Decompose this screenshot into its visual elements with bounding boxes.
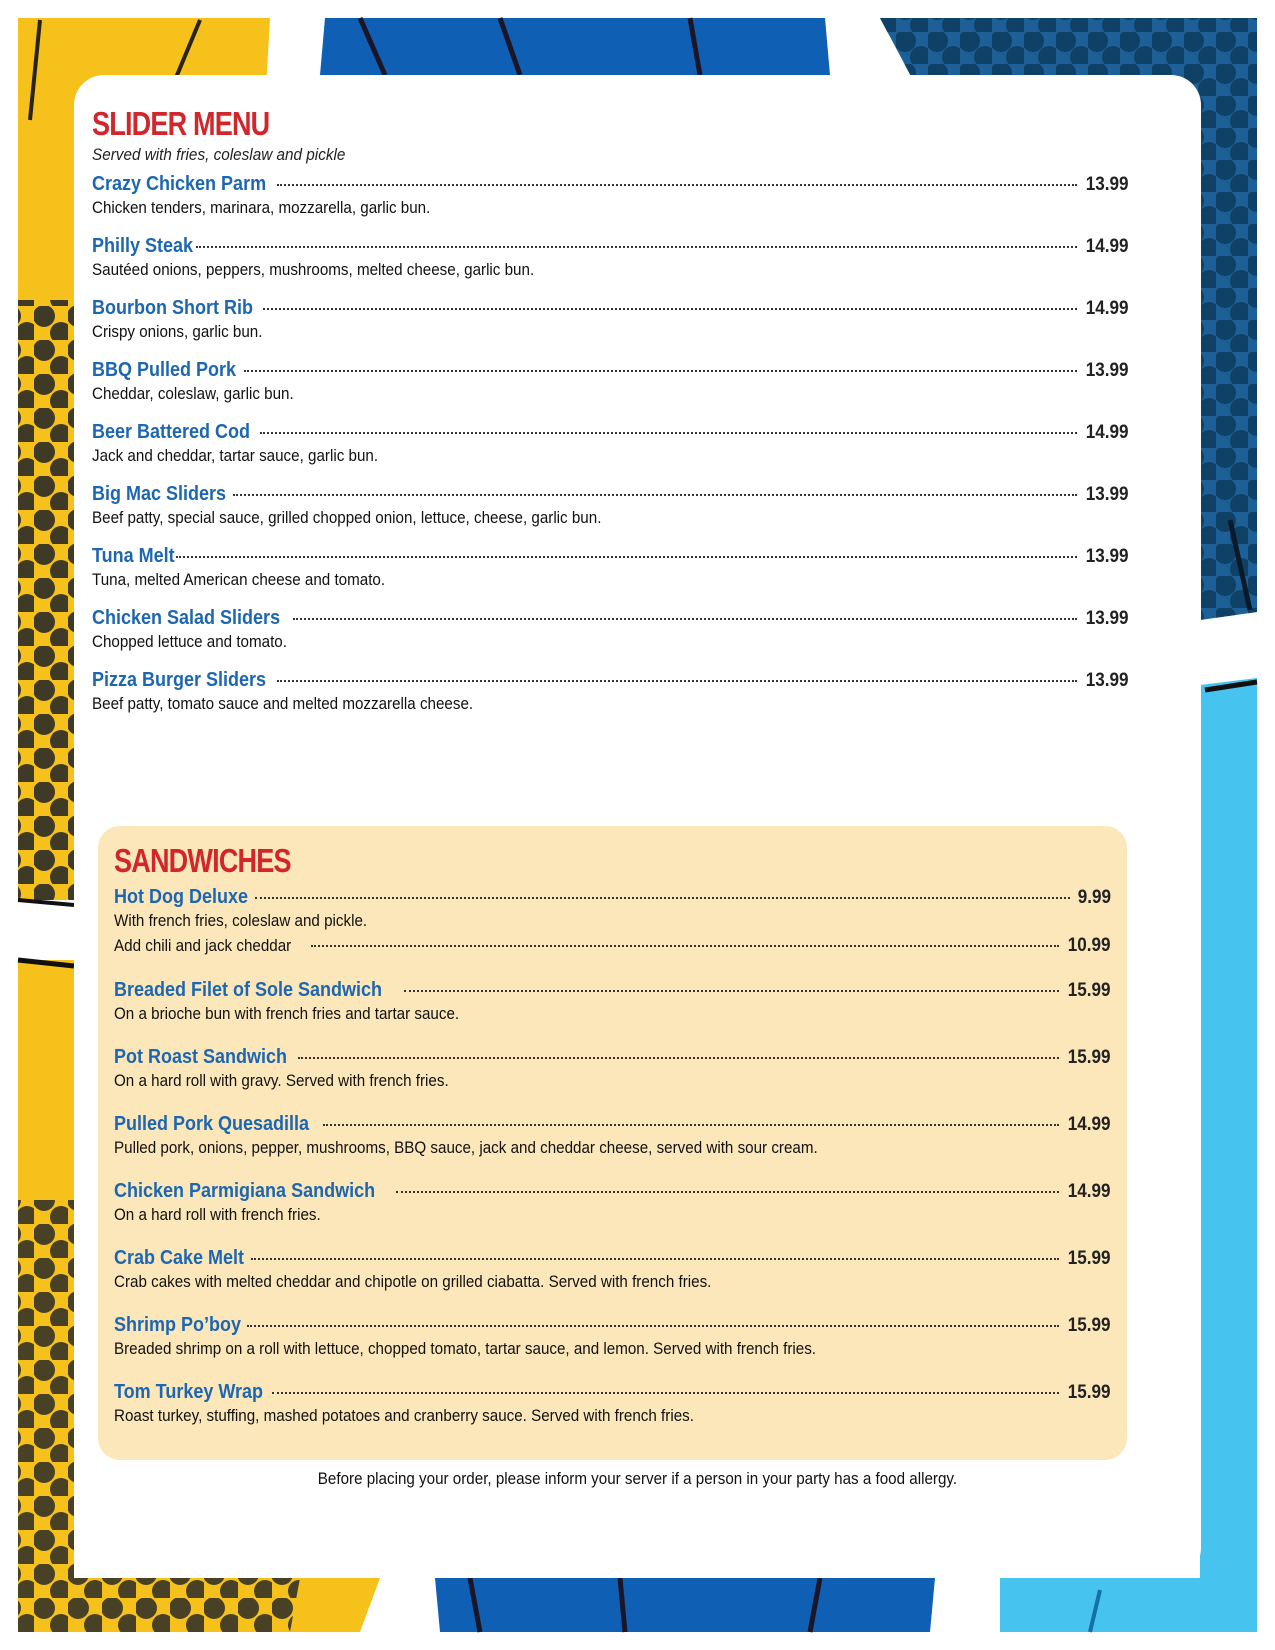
- item-description: Pulled pork, onions, pepper, mushrooms, BBQ sauce, jack and cheddar cheese, served with sour cream.: [114, 1139, 818, 1157]
- menu-item: [92, 359, 1129, 409]
- item-price: 13.99: [1086, 360, 1129, 381]
- item-name: Pulled Pork Quesadilla: [114, 1113, 310, 1135]
- dot-leader: [244, 370, 1077, 372]
- dot-leader: [272, 1392, 1060, 1394]
- dot-leader: [396, 1191, 1059, 1193]
- item-name: Hot Dog Deluxe: [114, 886, 249, 908]
- item-price: 14.99: [1086, 422, 1129, 443]
- dot-leader: [247, 1325, 1059, 1327]
- dot-leader: [251, 1258, 1060, 1260]
- dot-leader: [277, 680, 1077, 682]
- menu-item: [92, 297, 1129, 347]
- dot-leader: [404, 990, 1060, 992]
- menu-item: [114, 1046, 1111, 1091]
- sandwiches-panel: [98, 826, 1127, 1460]
- item-price: 13.99: [1086, 670, 1129, 691]
- item-name: Shrimp Po’boy: [114, 1314, 242, 1336]
- item-price: 14.99: [1068, 1114, 1111, 1135]
- section-subtitle: Served with fries, coleslaw and pickle: [92, 145, 346, 164]
- item-price: 15.99: [1068, 1248, 1111, 1269]
- item-price: 13.99: [1086, 484, 1129, 505]
- item-name: Tuna Melt: [92, 545, 175, 567]
- dot-leader: [298, 1057, 1059, 1059]
- item-price: 9.99: [1077, 887, 1111, 908]
- item-price: 14.99: [1086, 236, 1129, 257]
- item-description: Roast turkey, stuffing, mashed potatoes and cranberry sauce. Served with french fries.: [114, 1407, 694, 1425]
- item-description: Tuna, melted American cheese and tomato.: [92, 571, 386, 589]
- allergy-notice-text: Before placing your order, please inform your server if a person in your party has a food allergy.: [317, 1470, 958, 1488]
- item-addon: [114, 935, 1111, 957]
- dot-leader: [311, 945, 1060, 947]
- item-price: 15.99: [1068, 1047, 1111, 1068]
- item-price: 15.99: [1068, 1315, 1111, 1336]
- section-title: SLIDER MENU: [92, 105, 270, 142]
- dot-leader: [260, 432, 1078, 434]
- dot-leader: [255, 897, 1070, 899]
- item-name: Breaded Filet of Sole Sandwich: [114, 979, 383, 1001]
- item-description: On a brioche bun with french fries and tartar sauce.: [114, 1005, 460, 1023]
- item-description: Beef patty, special sauce, grilled chopped onion, lettuce, cheese, garlic bun.: [92, 509, 602, 527]
- menu-item: [92, 607, 1129, 657]
- menu-item: [92, 421, 1129, 471]
- addon-price: 10.99: [1068, 935, 1111, 956]
- menu-item: [114, 886, 1111, 957]
- item-description: Beef patty, tomato sauce and melted mozzarella cheese.: [92, 695, 474, 713]
- item-name: Philly Steak: [92, 235, 194, 257]
- menu-item: [92, 173, 1129, 223]
- menu-item: [92, 483, 1129, 533]
- item-description: Sautéed onions, peppers, mushrooms, melted cheese, garlic bun.: [92, 261, 535, 279]
- item-description: Chicken tenders, marinara, mozzarella, garlic bun.: [92, 199, 431, 217]
- dot-leader: [263, 308, 1078, 310]
- menu-item: [92, 669, 1129, 719]
- item-price: 13.99: [1086, 174, 1129, 195]
- item-name: Chicken Salad Sliders: [92, 607, 281, 629]
- sandwiches-section: [114, 842, 1111, 1426]
- item-name: Beer Battered Cod: [92, 421, 251, 443]
- item-name: Big Mac Sliders: [92, 483, 227, 505]
- item-price: 15.99: [1068, 980, 1111, 1001]
- menu-item: [92, 545, 1129, 595]
- dot-leader: [196, 246, 1077, 248]
- item-description: Breaded shrimp on a roll with lettuce, chopped tomato, tartar sauce, and lemon. Served with french fries.: [114, 1340, 817, 1358]
- item-description: Cheddar, coleslaw, garlic bun.: [92, 385, 294, 403]
- item-description: On a hard roll with french fries.: [114, 1206, 321, 1224]
- menu-item: [114, 1113, 1111, 1158]
- menu-item: [92, 235, 1129, 285]
- menu-item: [114, 1314, 1111, 1359]
- menu-item: [114, 1381, 1111, 1426]
- addon-label: Add chili and jack cheddar: [114, 937, 292, 955]
- item-price: 14.99: [1086, 298, 1129, 319]
- dot-leader: [176, 556, 1078, 558]
- menu-card: [74, 75, 1201, 1578]
- item-price: 13.99: [1086, 608, 1129, 629]
- item-description: Crispy onions, garlic bun.: [92, 323, 263, 341]
- item-description: With french fries, coleslaw and pickle.: [114, 912, 368, 930]
- section-title: SANDWICHES: [114, 842, 291, 879]
- item-name: Pot Roast Sandwich: [114, 1046, 288, 1068]
- menu-item: [114, 979, 1111, 1024]
- slider-menu-section: [92, 105, 1129, 719]
- item-name: Chicken Parmigiana Sandwich: [114, 1180, 376, 1202]
- item-price: 13.99: [1086, 546, 1129, 567]
- dot-leader: [293, 618, 1077, 620]
- item-description: Crab cakes with melted cheddar and chipotle on grilled ciabatta. Served with french fries.: [114, 1273, 712, 1291]
- dot-leader: [233, 494, 1078, 496]
- item-price: 15.99: [1068, 1382, 1111, 1403]
- allergy-notice: [74, 1470, 1201, 1489]
- item-name: Bourbon Short Rib: [92, 297, 253, 319]
- item-name: BBQ Pulled Pork: [92, 359, 237, 381]
- menu-item: [114, 1247, 1111, 1292]
- dot-leader: [323, 1124, 1060, 1126]
- item-name: Tom Turkey Wrap: [114, 1381, 264, 1403]
- item-description: Jack and cheddar, tartar sauce, garlic bun.: [92, 447, 379, 465]
- dot-leader: [277, 184, 1077, 186]
- item-name: Crazy Chicken Parm: [92, 173, 267, 195]
- item-price: 14.99: [1068, 1181, 1111, 1202]
- item-name: Pizza Burger Sliders: [92, 669, 267, 691]
- item-name: Crab Cake Melt: [114, 1247, 245, 1269]
- item-description: On a hard roll with gravy. Served with french fries.: [114, 1072, 449, 1090]
- menu-item: [114, 1180, 1111, 1225]
- item-description: Chopped lettuce and tomato.: [92, 633, 287, 651]
